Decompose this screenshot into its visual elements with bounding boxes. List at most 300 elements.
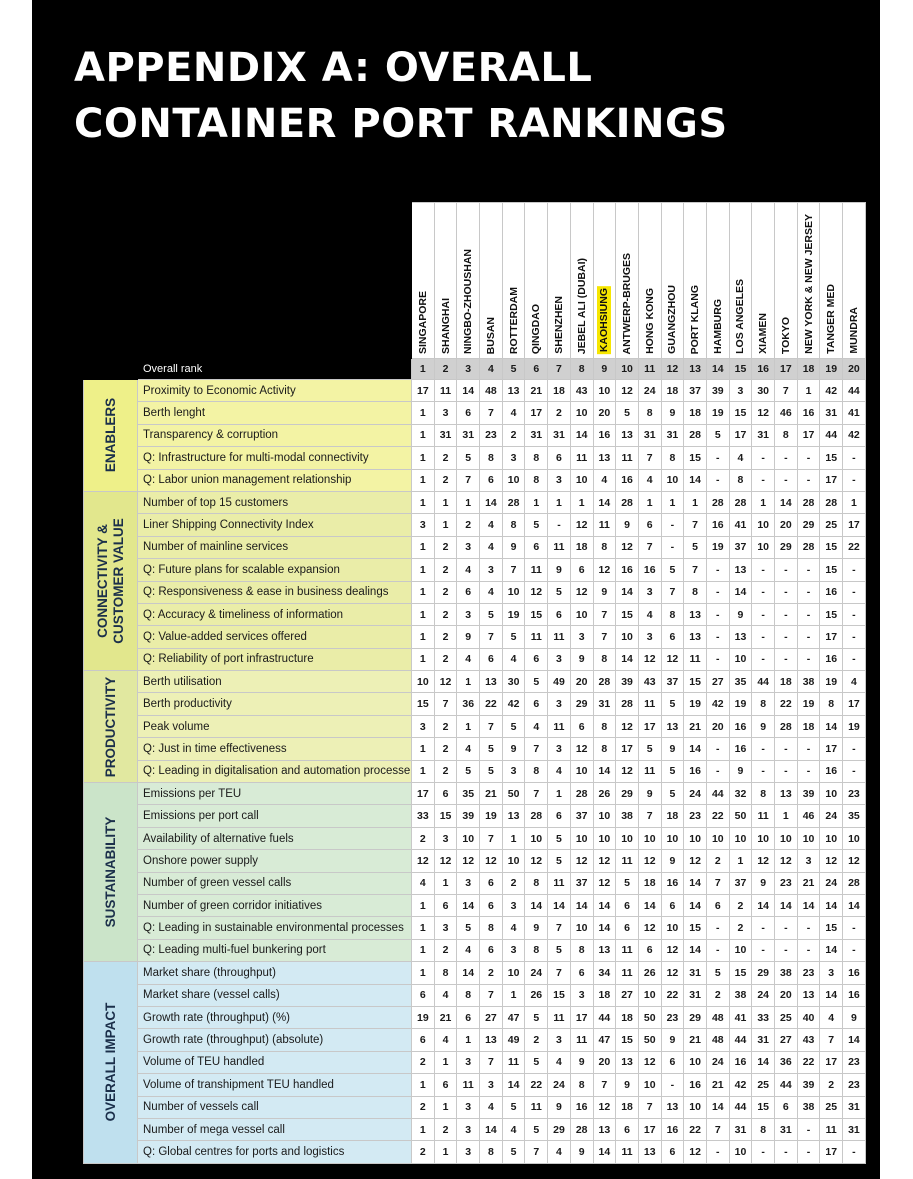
rank-cell: 7 xyxy=(480,827,503,849)
rank-cell: 5 xyxy=(525,1118,548,1140)
rank-cell: 6 xyxy=(457,581,480,603)
rank-cell: 14 xyxy=(820,984,843,1006)
table-row xyxy=(84,1051,866,1073)
rank-cell: 8 xyxy=(525,447,548,469)
rank-cell: 13 xyxy=(616,424,639,446)
rank-cell: 5 xyxy=(548,850,571,872)
port-name: XIAMEN xyxy=(757,313,770,354)
rank-cell: 1 xyxy=(729,850,752,872)
rank-cell: 13 xyxy=(638,1141,661,1163)
rank-cell: 11 xyxy=(502,1051,525,1073)
rank-cell: 14 xyxy=(820,715,843,737)
rank-cell: 6 xyxy=(570,559,593,581)
rank-cell: 19 xyxy=(706,536,729,558)
rank-cell: 3 xyxy=(480,559,503,581)
rank-cell: 14 xyxy=(843,1029,866,1051)
rank-cell: 8 xyxy=(434,962,457,984)
category-name: CONNECTIVITY & CUSTOMER VALUE xyxy=(94,518,126,644)
rank-cell: 44 xyxy=(843,380,866,402)
rank-cell: 3 xyxy=(412,715,435,737)
rank-cell: 2 xyxy=(434,738,457,760)
port-name: MUNDRA xyxy=(847,307,860,354)
rank-cell: 13 xyxy=(593,939,616,961)
rank-cell: 11 xyxy=(820,1118,843,1140)
metric-label: Berth productivity xyxy=(138,693,412,715)
rank-cell: 6 xyxy=(457,402,480,424)
rank-cell: 31 xyxy=(548,424,571,446)
rank-cell: 13 xyxy=(684,626,707,648)
metric-label: Q: Labor union management relationship xyxy=(138,469,412,491)
rank-cell: 39 xyxy=(797,783,820,805)
rank-cell: 14 xyxy=(616,648,639,670)
rank-cell: - xyxy=(752,626,775,648)
rank-cell: 12 xyxy=(775,850,798,872)
rank-cell: 35 xyxy=(729,671,752,693)
rank-cell: 13 xyxy=(661,1096,684,1118)
rank-cell: 4 xyxy=(548,760,571,782)
rank-cell: - xyxy=(706,917,729,939)
table-row xyxy=(84,603,866,625)
rank-cell: 10 xyxy=(729,1141,752,1163)
rank-cell: 4 xyxy=(502,402,525,424)
rank-cell: 28 xyxy=(525,805,548,827)
rank-cell: 3 xyxy=(820,962,843,984)
rank-cell: 29 xyxy=(616,783,639,805)
rank-cell: 15 xyxy=(434,805,457,827)
rank-cell: 8 xyxy=(752,1118,775,1140)
rank-corner xyxy=(84,359,138,380)
rank-cell: 2 xyxy=(434,1118,457,1140)
category-name: PRODUCTIVITY xyxy=(102,676,118,777)
rank-cell: 24 xyxy=(638,380,661,402)
rank-cell: 10 xyxy=(752,536,775,558)
rank-cell: 3 xyxy=(797,850,820,872)
rank-cell: 29 xyxy=(684,1006,707,1028)
rank-cell: 3 xyxy=(434,402,457,424)
rank-cell: 31 xyxy=(457,424,480,446)
rank-cell: 11 xyxy=(616,447,639,469)
rank-cell: 10 xyxy=(661,469,684,491)
rank-cell: 8 xyxy=(593,536,616,558)
rank-cell: 1 xyxy=(548,783,571,805)
rank-cell: 5 xyxy=(661,559,684,581)
rank-cell: 11 xyxy=(548,1006,571,1028)
rank-cell: 5 xyxy=(502,715,525,737)
metric-label: Q: Just in time effectiveness xyxy=(138,738,412,760)
table-row xyxy=(84,962,866,984)
rank-cell: 17 xyxy=(638,1118,661,1140)
rank-cell: 2 xyxy=(729,894,752,916)
rank-cell: 1 xyxy=(412,603,435,625)
rank-cell: 9 xyxy=(548,1096,571,1118)
rank-cell: 23 xyxy=(797,962,820,984)
rank-cell: 2 xyxy=(412,827,435,849)
rank-cell: 17 xyxy=(570,1006,593,1028)
metric-label: Berth utilisation xyxy=(138,671,412,693)
rank-cell: 3 xyxy=(457,603,480,625)
rank-cell: - xyxy=(775,559,798,581)
rank-cell: 12 xyxy=(570,850,593,872)
metric-label: Growth rate (throughput) (absolute) xyxy=(138,1029,412,1051)
rank-cell: 1 xyxy=(412,738,435,760)
table-row xyxy=(84,939,866,961)
rank-cell: 9 xyxy=(616,1074,639,1096)
rank-cell: 31 xyxy=(820,402,843,424)
rank-cell: 8 xyxy=(684,581,707,603)
rank-cell: 9 xyxy=(616,514,639,536)
rank-cell: 17 xyxy=(412,380,435,402)
rank-cell: 5 xyxy=(548,939,571,961)
rank-cell: 16 xyxy=(661,872,684,894)
rank-cell: - xyxy=(775,738,798,760)
rank-cell: - xyxy=(548,514,571,536)
rank-value: 3 xyxy=(457,359,480,380)
port-header xyxy=(548,203,571,359)
rank-value: 2 xyxy=(434,359,457,380)
rank-cell: 39 xyxy=(797,1074,820,1096)
rank-cell: 17 xyxy=(797,424,820,446)
rank-cell: 10 xyxy=(502,962,525,984)
rank-cell: - xyxy=(775,648,798,670)
table-row xyxy=(84,1029,866,1051)
rank-cell: 1 xyxy=(412,424,435,446)
rank-cell: 39 xyxy=(457,805,480,827)
port-name: NEW YORK & NEW JERSEY xyxy=(802,214,815,354)
rank-cell: 12 xyxy=(820,850,843,872)
category-name: ENABLERS xyxy=(102,398,118,473)
rank-cell: 7 xyxy=(525,738,548,760)
rank-cell: 14 xyxy=(684,894,707,916)
port-name: QINGDAO xyxy=(530,303,543,354)
rank-cell: 14 xyxy=(457,894,480,916)
rank-cell: - xyxy=(843,1141,866,1163)
port-name: NINGBO-ZHOUSHAN xyxy=(462,249,475,354)
rank-cell: 8 xyxy=(638,402,661,424)
rank-cell: 11 xyxy=(525,559,548,581)
rank-cell: 3 xyxy=(638,581,661,603)
rank-cell: 14 xyxy=(502,1074,525,1096)
rank-cell: 2 xyxy=(412,1096,435,1118)
rank-cell: 6 xyxy=(525,648,548,670)
rank-cell: 18 xyxy=(775,671,798,693)
rank-cell: 4 xyxy=(434,1029,457,1051)
overall-rank-label: Overall rank xyxy=(138,359,412,380)
rank-cell: 9 xyxy=(502,536,525,558)
rank-cell: 4 xyxy=(480,536,503,558)
rank-cell: 10 xyxy=(729,648,752,670)
rank-cell: 15 xyxy=(820,559,843,581)
rank-cell: 7 xyxy=(548,917,571,939)
rank-cell: 12 xyxy=(480,850,503,872)
rank-cell: 10 xyxy=(570,917,593,939)
rank-cell: 1 xyxy=(570,491,593,513)
rank-cell: 8 xyxy=(752,693,775,715)
rank-cell: 2 xyxy=(502,424,525,446)
metric-label: Q: Leading in digitalisation and automation processe xyxy=(138,760,412,782)
rank-cell: 13 xyxy=(729,559,752,581)
category-label xyxy=(84,380,138,492)
rank-cell: 15 xyxy=(729,402,752,424)
rank-cell: 5 xyxy=(480,603,503,625)
rank-cell: 5 xyxy=(457,917,480,939)
category-label xyxy=(84,671,138,783)
rank-cell: 6 xyxy=(775,1096,798,1118)
rank-cell: 31 xyxy=(729,1118,752,1140)
port-header xyxy=(457,203,480,359)
rank-value: 10 xyxy=(616,359,639,380)
rank-cell: 7 xyxy=(638,805,661,827)
rank-cell: 14 xyxy=(820,894,843,916)
table-row xyxy=(84,1006,866,1028)
rank-cell: 1 xyxy=(457,671,480,693)
rank-cell: 14 xyxy=(480,491,503,513)
rank-cell: - xyxy=(752,603,775,625)
table-row xyxy=(84,850,866,872)
rank-value: 17 xyxy=(775,359,798,380)
rank-cell: 11 xyxy=(616,962,639,984)
rank-cell: 4 xyxy=(638,603,661,625)
rank-cell: 15 xyxy=(684,917,707,939)
rank-cell: - xyxy=(661,536,684,558)
rank-cell: 4 xyxy=(548,1141,571,1163)
rank-cell: 14 xyxy=(684,939,707,961)
rank-cell: 15 xyxy=(412,693,435,715)
rank-cell: 10 xyxy=(729,827,752,849)
metric-label: Q: Reliability of port infrastructure xyxy=(138,648,412,670)
rank-cell: 42 xyxy=(502,693,525,715)
rank-cell: 1 xyxy=(412,1118,435,1140)
port-name: SINGAPORE xyxy=(416,290,429,354)
header-corner-label xyxy=(138,203,412,359)
rank-cell: 7 xyxy=(525,1141,548,1163)
rank-cell: 49 xyxy=(548,671,571,693)
rank-cell: 12 xyxy=(525,581,548,603)
rank-cell: 2 xyxy=(434,760,457,782)
rank-cell: 44 xyxy=(729,1029,752,1051)
rank-cell: 25 xyxy=(752,1074,775,1096)
rank-cell: 31 xyxy=(752,1029,775,1051)
rank-cell: 17 xyxy=(525,402,548,424)
rank-cell: 11 xyxy=(548,715,571,737)
rank-cell: - xyxy=(775,581,798,603)
rank-cell: 29 xyxy=(797,514,820,536)
rank-cell: 9 xyxy=(638,783,661,805)
rank-cell: 3 xyxy=(457,1051,480,1073)
rank-cell: 16 xyxy=(593,424,616,446)
rank-cell: 21 xyxy=(684,1029,707,1051)
table-row xyxy=(84,536,866,558)
metric-label: Q: Value-added services offered xyxy=(138,626,412,648)
rank-cell: 12 xyxy=(843,850,866,872)
rank-cell: 9 xyxy=(548,559,571,581)
rank-value: 11 xyxy=(638,359,661,380)
port-header xyxy=(525,203,548,359)
category-label xyxy=(84,783,138,962)
rank-cell: - xyxy=(775,1141,798,1163)
rank-cell: 38 xyxy=(797,1096,820,1118)
rank-cell: 38 xyxy=(616,805,639,827)
table-row xyxy=(84,626,866,648)
rank-value: 20 xyxy=(843,359,866,380)
table-row xyxy=(84,760,866,782)
rank-cell: 15 xyxy=(729,962,752,984)
rank-cell: 1 xyxy=(412,491,435,513)
port-header xyxy=(434,203,457,359)
title-line-1: APPENDIX A: OVERALL xyxy=(74,45,593,91)
rank-cell: 11 xyxy=(570,447,593,469)
rank-cell: 50 xyxy=(638,1006,661,1028)
rank-cell: 10 xyxy=(729,939,752,961)
port-header xyxy=(820,203,843,359)
rank-cell: 16 xyxy=(820,648,843,670)
rank-cell: 2 xyxy=(480,962,503,984)
metric-label: Number of top 15 customers xyxy=(138,491,412,513)
port-header xyxy=(616,203,639,359)
rank-cell: 6 xyxy=(480,648,503,670)
port-name: GUANGZHOU xyxy=(666,285,679,354)
rank-cell: - xyxy=(843,738,866,760)
rank-cell: - xyxy=(752,469,775,491)
rank-cell: 5 xyxy=(548,581,571,603)
rank-cell: 4 xyxy=(525,715,548,737)
rank-cell: 6 xyxy=(434,1074,457,1096)
rank-cell: 44 xyxy=(752,671,775,693)
rank-cell: 28 xyxy=(684,424,707,446)
rank-cell: 6 xyxy=(480,894,503,916)
rank-cell: 17 xyxy=(412,783,435,805)
rank-cell: 15 xyxy=(820,603,843,625)
rank-cell: 12 xyxy=(457,850,480,872)
rank-cell: 5 xyxy=(706,962,729,984)
rank-cell: 14 xyxy=(525,894,548,916)
rank-cell: 12 xyxy=(570,581,593,603)
rank-cell: 9 xyxy=(729,760,752,782)
rank-cell: 31 xyxy=(752,424,775,446)
rank-cell: - xyxy=(661,1074,684,1096)
rank-cell: 42 xyxy=(706,693,729,715)
table-row xyxy=(84,1141,866,1163)
rank-cell: 5 xyxy=(525,671,548,693)
rank-cell: 36 xyxy=(775,1051,798,1073)
rank-cell: - xyxy=(706,626,729,648)
rank-cell: 21 xyxy=(684,715,707,737)
rank-cell: 6 xyxy=(661,894,684,916)
rank-cell: 3 xyxy=(412,514,435,536)
rank-cell: 24 xyxy=(525,962,548,984)
rank-cell: 16 xyxy=(706,514,729,536)
rank-cell: - xyxy=(752,1141,775,1163)
rank-cell: 4 xyxy=(502,917,525,939)
rank-cell: 18 xyxy=(616,1006,639,1028)
rank-cell: 14 xyxy=(593,1141,616,1163)
rank-cell: - xyxy=(752,559,775,581)
rank-value: 1 xyxy=(412,359,435,380)
rank-cell: 20 xyxy=(775,984,798,1006)
rank-cell: 5 xyxy=(502,626,525,648)
rank-cell: 8 xyxy=(593,715,616,737)
table-row xyxy=(84,380,866,402)
rank-cell: 42 xyxy=(843,424,866,446)
rank-cell: 18 xyxy=(797,715,820,737)
rank-cell: 18 xyxy=(661,380,684,402)
metric-label: Market share (vessel calls) xyxy=(138,984,412,1006)
rank-cell: 31 xyxy=(843,1118,866,1140)
rank-cell: 12 xyxy=(434,671,457,693)
rank-cell: - xyxy=(797,1141,820,1163)
rank-cell: 28 xyxy=(616,491,639,513)
rank-cell: 10 xyxy=(638,827,661,849)
rank-cell: 8 xyxy=(661,447,684,469)
table-row xyxy=(84,715,866,737)
rank-cell: 3 xyxy=(434,827,457,849)
rank-cell: 46 xyxy=(775,402,798,424)
rank-cell: 27 xyxy=(775,1029,798,1051)
rank-cell: 11 xyxy=(548,626,571,648)
rank-value: 15 xyxy=(729,359,752,380)
rank-cell: 37 xyxy=(661,671,684,693)
rank-cell: 18 xyxy=(548,380,571,402)
rank-cell: 6 xyxy=(412,1029,435,1051)
rank-cell: - xyxy=(797,581,820,603)
rank-cell: 7 xyxy=(480,715,503,737)
rank-cell: 3 xyxy=(570,984,593,1006)
rank-cell: - xyxy=(843,760,866,782)
rank-cell: - xyxy=(775,939,798,961)
rank-cell: 30 xyxy=(502,671,525,693)
metric-label: Onshore power supply xyxy=(138,850,412,872)
rank-cell: 14 xyxy=(684,872,707,894)
rank-cell: 2 xyxy=(434,469,457,491)
rank-cell: 5 xyxy=(661,783,684,805)
rank-cell: 10 xyxy=(752,827,775,849)
rank-cell: 16 xyxy=(616,469,639,491)
rank-cell: 8 xyxy=(775,424,798,446)
rank-cell: 47 xyxy=(593,1029,616,1051)
rank-cell: 36 xyxy=(457,693,480,715)
rank-cell: 1 xyxy=(661,491,684,513)
rank-cell: 6 xyxy=(525,536,548,558)
rank-cell: - xyxy=(797,447,820,469)
rank-cell: 4 xyxy=(412,872,435,894)
rank-cell: 12 xyxy=(593,559,616,581)
rank-cell: 12 xyxy=(752,402,775,424)
rank-cell: 12 xyxy=(616,715,639,737)
rank-cell: 12 xyxy=(638,648,661,670)
metric-label: Number of vessels call xyxy=(138,1096,412,1118)
rank-cell: 5 xyxy=(525,1051,548,1073)
table-row xyxy=(84,581,866,603)
rank-cell: 5 xyxy=(457,447,480,469)
rank-cell: 6 xyxy=(548,603,571,625)
rank-cell: 37 xyxy=(729,536,752,558)
rank-cell: 12 xyxy=(684,1141,707,1163)
rank-cell: 14 xyxy=(593,894,616,916)
rank-cell: 3 xyxy=(457,1096,480,1118)
rank-cell: 12 xyxy=(593,1096,616,1118)
rank-cell: 2 xyxy=(706,850,729,872)
rank-cell: 5 xyxy=(502,1141,525,1163)
rank-cell: 44 xyxy=(706,783,729,805)
rank-cell: - xyxy=(797,760,820,782)
rank-cell: 12 xyxy=(593,850,616,872)
rank-cell: 2 xyxy=(548,402,571,424)
rank-value: 6 xyxy=(525,359,548,380)
rank-cell: 1 xyxy=(412,939,435,961)
rank-cell: 10 xyxy=(820,827,843,849)
rank-cell: 17 xyxy=(638,715,661,737)
rank-cell: 6 xyxy=(616,894,639,916)
rank-cell: 11 xyxy=(616,1141,639,1163)
